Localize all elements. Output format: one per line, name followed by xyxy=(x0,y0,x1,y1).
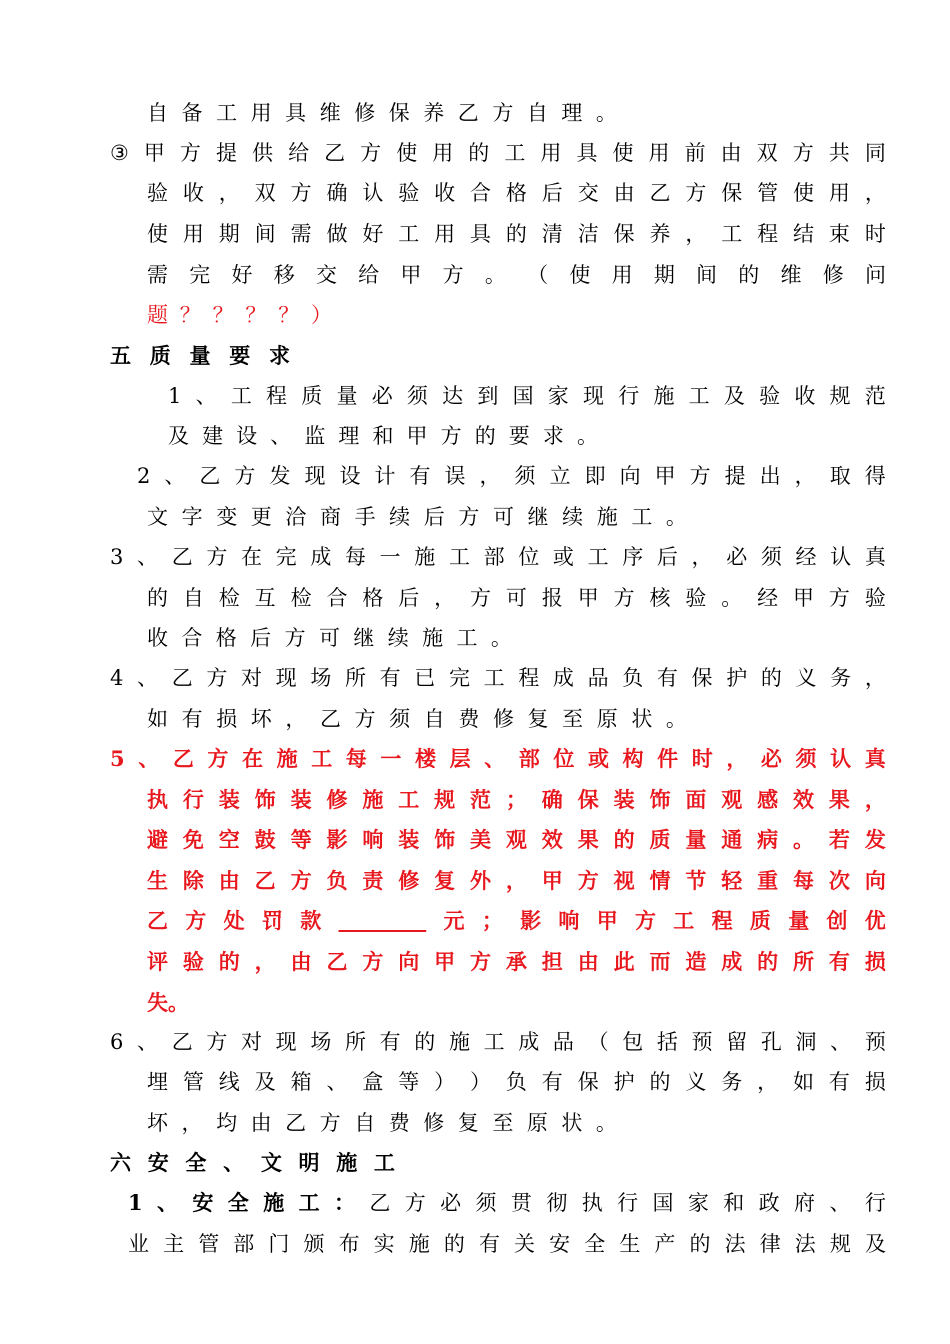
line-16: 如 有 损 坏 ， 乙 方 须 自 费 修 复 至 原 状 。 xyxy=(147,707,687,731)
line-29: 业 主 管 部 门 颁 布 实 施 的 有 关 安 全 生 产 的 法 律 法 规 及 xyxy=(128,1232,886,1256)
line-5: 需 完 好 移 交 给 甲 方 。 （ 使 用 期 间 的 维 修 问 xyxy=(147,263,886,287)
line-6: 题 ？ ？ ？ ？ ） xyxy=(147,303,332,327)
line-23: 失 。 xyxy=(147,990,189,1015)
line-1: 自 备 工 用 具 维 修 保 养 乙 方 自 理 。 xyxy=(147,101,617,125)
line-3: 验 收 ， 双 方 确 认 验 收 合 格 后 交 由 乙 方 保 管 使 用 ， xyxy=(147,181,886,205)
line-4: 使 用 期 间 需 做 好 工 用 具 的 清 洁 保 养 ， 工 程 结 束 时 xyxy=(147,222,886,246)
line-24: 6 、 乙 方 对 现 场 所 有 的 施 工 成 品 （ 包 括 预 留 孔 洞 、 预 xyxy=(110,1030,886,1054)
line-22: 评 验 的 ， 由 乙 方 向 甲 方 承 担 由 此 而 造 成 的 所 有 损 xyxy=(147,949,886,974)
line-21: 乙 方 处 罚 款 元 ； 影 响 甲 方 工 程 质 量 创 优 xyxy=(147,908,886,933)
section-six-heading: 六 安 全 、 文 明 施 工 xyxy=(110,1150,395,1175)
line-20: 生 除 由 乙 方 负 责 修 复 外 ， 甲 方 视 情 节 轻 重 每 次 向 xyxy=(147,868,886,893)
line-25: 埋 管 线 及 箱 、 盒 等 ） ） 负 有 保 护 的 义 务 ， 如 有 损 xyxy=(147,1070,886,1094)
line-28: 1 、 安 全 施 工 ： 乙 方 必 须 贯 彻 执 行 国 家 和 政 府 、 行 xyxy=(128,1190,886,1215)
line-8: 1 、 工 程 质 量 必 须 达 到 国 家 现 行 施 工 及 验 收 规 范 xyxy=(168,384,886,408)
line-19: 避 免 空 鼓 等 影 响 装 饰 美 观 效 果 的 质 量 通 病 。 若 发 xyxy=(147,827,886,852)
line-2: ③ 甲 方 提 供 给 乙 方 使 用 的 工 用 具 使 用 前 由 双 方 共 同 xyxy=(110,141,886,165)
section-five-heading: 五 质 量 要 求 xyxy=(110,343,290,368)
line-17: 5 、 乙 方 在 施 工 每 一 楼 层 、 部 位 或 构 件 时 ， 必 须 认 真 xyxy=(110,746,886,771)
line-11: 文 字 变 更 洽 商 手 续 后 方 可 继 续 施 工 。 xyxy=(147,505,687,529)
line-12: 3 、 乙 方 在 完 成 每 一 施 工 部 位 或 工 序 后 ， 必 须 经 认 真 xyxy=(110,545,886,569)
line-15: 4 、 乙 方 对 现 场 所 有 已 完 工 程 成 品 负 有 保 护 的 义 务 ， xyxy=(110,666,886,690)
line-9: 及 建 设 、 监 理 和 甲 方 的 要 求 。 xyxy=(168,424,598,448)
line-14: 收 合 格 后 方 可 继 续 施 工 。 xyxy=(147,626,512,650)
line-10: 2 、 乙 方 发 现 设 计 有 误 ， 须 立 即 向 甲 方 提 出 ， 取 得 xyxy=(137,464,886,488)
line-18: 执 行 装 饰 装 修 施 工 规 范 ； 确 保 装 饰 面 观 感 效 果 ， xyxy=(147,787,886,812)
line-26: 坏 ， 均 由 乙 方 自 费 修 复 至 原 状 。 xyxy=(147,1111,617,1135)
line-13: 的 自 检 互 检 合 格 后 ， 方 可 报 甲 方 核 验 。 经 甲 方 验 xyxy=(147,586,886,610)
